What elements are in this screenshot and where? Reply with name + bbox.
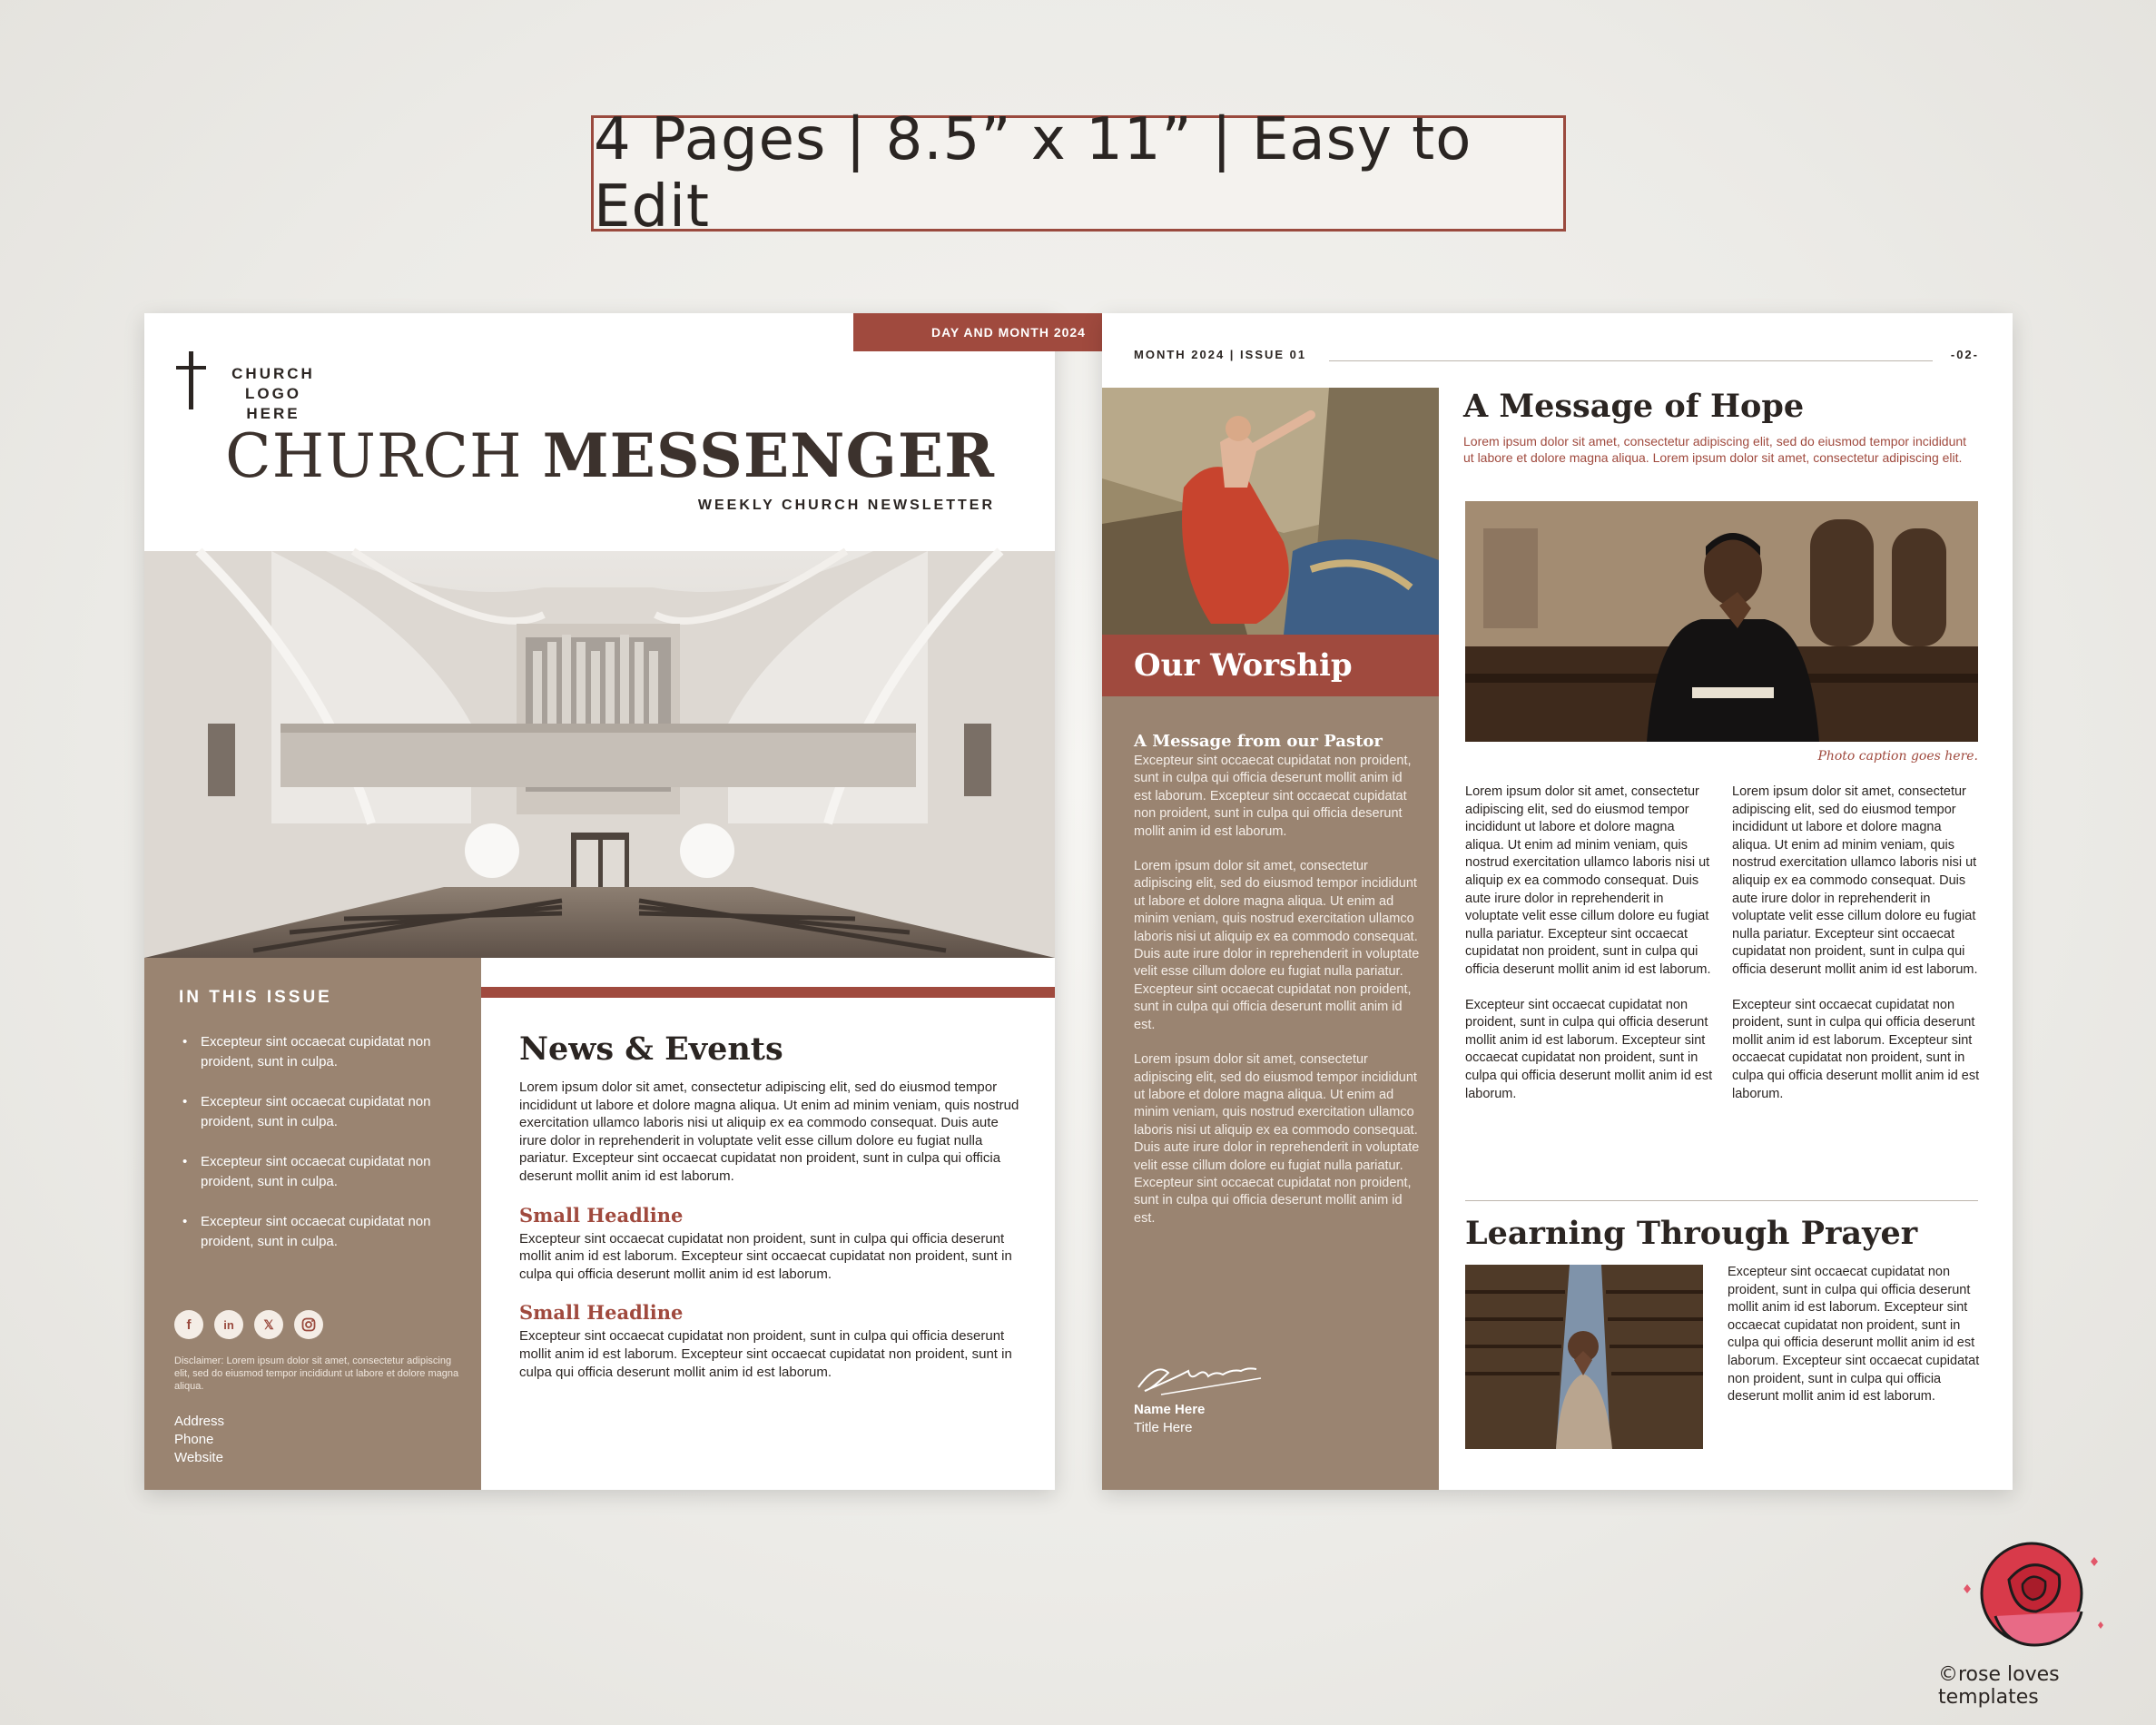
masthead-tagline: WEEKLY CHURCH NEWSLETTER	[697, 498, 995, 513]
signature-image	[1134, 1353, 1270, 1398]
newsletter-page-cover	[144, 313, 1086, 1490]
column-paragraph: Lorem ipsum dolor sit amet, consectetur adipiscing elit, sed do eiusmod tempor incididunt ut labore et dolore magna aliqua. Ut enim ad minim veniam, quis nostrud exercitation ullamco laboris nisi ut aliquip ex ea commodo consequat. Duis aute irure dolor in reprehenderit in voluptate velit esse cillum dolore eu fugiat nulla pariatur. Excepteur sint occaecat cupidatat non proident, sunt in culpa qui officia deserunt mollit anim id est laborum.	[1465, 784, 1711, 977]
page-number: -02-	[1950, 348, 1979, 361]
worship-sidebar	[1102, 388, 1439, 1490]
in-this-issue-title: IN THIS ISSUE	[179, 988, 332, 1007]
pastor-paragraph: Lorem ipsum dolor sit amet, consectetur adipiscing elit, sed do eiusmod tempor incididunt ut labore et dolore magna aliqua. Ut enim ad minim veniam, quis nostrud exercitation ullamco laboris nisi ut aliquip ex ea commodo consequat. Duis aute irure dolor in reprehenderit in voluptate velit esse cillum dolore eu fugiat nulla pariatur. Excepteur sint occaecat cupidatat non proident, sunt in culpa qui officia deserunt mollit anim id est.	[1134, 859, 1420, 1032]
column-paragraph: Lorem ipsum dolor sit amet, consectetur adipiscing elit, sed do eiusmod tempor incididunt ut labore et dolore magna aliqua. Ut enim ad minim veniam, quis nostrud exercitation ullamco laboris nisi ut aliquip ex ea commodo consequat. Duis aute irure dolor in reprehenderit in voluptate velit esse cillum dolore eu fugiat nulla pariatur. Excepteur sint occaecat cupidatat non proident, sunt in culpa qui officia deserunt mollit anim id est laborum.	[1732, 784, 1978, 977]
feature-banner: 4 Pages | 8.5” x 11” | Easy to Edit	[591, 115, 1566, 232]
masthead-light: CHURCH	[225, 421, 523, 491]
pastor-message	[1134, 753, 1420, 1245]
issue-list	[179, 1032, 460, 1272]
facebook-icon[interactable]: f	[174, 1310, 203, 1339]
section-divider	[1465, 1200, 1978, 1201]
small-headline: Small Headline	[519, 1203, 684, 1227]
signature-name: Name Here	[1134, 1402, 1206, 1417]
issue-line: MONTH 2024 | ISSUE 01	[1134, 348, 1307, 361]
pastor-heading: A Message from our Pastor	[1134, 732, 1383, 751]
news-body: Lorem ipsum dolor sit amet, consectetur adipiscing elit, sed do eiusmod tempor incididunt ut labore et dolore magna aliqua. Ut enim ad minim veniam, quis nostrud exercitation ullamco laboris nisi ut aliquip ex ea commodo consequat. Duis aute irure dolor in reprehenderit in voluptate velit esse cillum dolore eu fugiat nulla pariatur. Excepteur sint occaecat cupidatat non proident, sunt in culpa qui officia deserunt mollit anim id est laborum.	[519, 1079, 1019, 1184]
hope-title: A Message of Hope	[1463, 388, 1805, 425]
rose-logo-icon	[1945, 1525, 2109, 1661]
hope-columns	[1465, 784, 1983, 1120]
signature-title: Title Here	[1134, 1420, 1193, 1435]
prayer-title: Learning Through Prayer	[1465, 1215, 1918, 1252]
column-paragraph: Excepteur sint occaecat cupidatat non proident, sunt in culpa qui officia deserunt mollit anim id est laborum. Excepteur sint occaecat cupidatat non proident, sunt in culpa qui officia deserunt mollit anim id est laborum.	[1732, 997, 1980, 1101]
in-this-issue-sidebar	[144, 958, 481, 1490]
resurrection-tapestry-image	[1102, 388, 1439, 635]
issue-list-item: • Excepteur sint occaecat cupidatat non proident, sunt in culpa.	[179, 1032, 460, 1072]
small-headline-body: Excepteur sint occaecat cupidatat non proident, sunt in culpa qui officia deserunt mollit anim id est laborum. Excepteur sint occaecat cupidatat non proident, sunt in culpa qui officia deserunt mollit anim id est laborum.	[519, 1328, 1012, 1380]
pastor-paragraph: Lorem ipsum dolor sit amet, consectetur adipiscing elit, sed do eiusmod tempor incididunt ut labore et dolore magna aliqua. Ut enim ad minim veniam, quis nostrud exercitation ullamco laboris nisi ut aliquip ex ea commodo consequat. Duis aute irure dolor in reprehenderit in voluptate velit esse cillum dolore eu fugiat nulla pariatur. Excepteur sint occaecat cupidatat non proident, sunt in culpa qui officia deserunt mollit anim id est.	[1134, 1052, 1420, 1226]
contact-address: Address	[174, 1414, 225, 1429]
news-title: News & Events	[519, 1030, 783, 1068]
hope-intro: Lorem ipsum dolor sit amet, consectetur adipiscing elit, sed do eiusmod tempor incididunt ut labore et dolore magna aliqua. Lorem ipsum dolor sit amet, consectetur adipiscing elit.	[1463, 434, 1967, 465]
issue-list-item: • Excepteur sint occaecat cupidatat non proident, sunt in culpa.	[179, 1152, 460, 1192]
header-rule	[1329, 360, 1933, 361]
brand-text: ©rose loves templates	[1938, 1663, 2060, 1709]
issue-list-item: • Excepteur sint occaecat cupidatat non proident, sunt in culpa.	[179, 1092, 460, 1132]
issue-list-item: • Excepteur sint occaecat cupidatat non proident, sunt in culpa.	[179, 1212, 460, 1252]
x-icon[interactable]: 𝕏	[254, 1310, 283, 1339]
small-headline-body: Excepteur sint occaecat cupidatat non proident, sunt in culpa qui officia deserunt mollit anim id est laborum. Excepteur sint occaecat cupidatat non proident, sunt in culpa qui officia deserunt mollit anim id est laborum.	[519, 1230, 1012, 1282]
prayer-body: Excepteur sint occaecat cupidatat non proident, sunt in culpa qui officia deserunt mollit anim id est laborum. Excepteur sint occaecat cupidatat non proident, sunt in culpa qui officia deserunt mollit anim id est laborum. Excepteur sint occaecat cupidatat non proident, sunt in culpa qui officia deserunt mollit anim id est laborum.	[1728, 1265, 1980, 1405]
praying-man-photo	[1465, 501, 1978, 742]
masthead-title	[225, 420, 995, 491]
contact-phone: Phone	[174, 1432, 214, 1447]
newsletter-page-inner	[1102, 313, 2013, 1490]
masthead-bold: MESSENGER	[542, 420, 995, 491]
column-paragraph: Excepteur sint occaecat cupidatat non proident, sunt in culpa qui officia deserunt mollit anim id est laborum. Excepteur sint occaecat cupidatat non proident, sunt in culpa qui officia deserunt mollit anim id est laborum.	[1465, 997, 1713, 1101]
praying-in-pews-photo	[1465, 1265, 1703, 1449]
disclaimer-text: Disclaimer: Lorem ipsum dolor sit amet, consectetur adipiscing elit, sed do eiusmod tempor incididunt ut labore et dolore magna aliqua.	[174, 1355, 459, 1392]
date-tab: DAY AND MONTH 2024	[853, 313, 1164, 351]
hope-column-right	[1732, 784, 1983, 1120]
small-headline: Small Headline	[519, 1301, 684, 1325]
news-section	[519, 1030, 1028, 1381]
worship-title: Our Worship	[1102, 635, 1439, 696]
contact-block	[174, 1413, 224, 1467]
church-logo-placeholder: CHURCH LOGO HERE	[231, 365, 315, 422]
social-links	[174, 1310, 323, 1339]
accent-strip	[481, 987, 1055, 998]
linkedin-icon[interactable]: in	[214, 1310, 243, 1339]
church-interior-photo	[144, 551, 1055, 958]
cross-icon	[174, 351, 207, 409]
instagram-icon[interactable]	[294, 1310, 323, 1339]
pastor-paragraph: Excepteur sint occaecat cupidatat non proident, sunt in culpa qui officia deserunt mollit anim id est laborum. Excepteur sint occaecat cupidatat non proident, sunt in culpa qui officia deserunt mollit anim id est laborum.	[1134, 754, 1412, 839]
photo-caption: Photo caption goes here.	[1817, 749, 1978, 764]
contact-website: Website	[174, 1450, 223, 1465]
hope-column-left	[1465, 784, 1716, 1120]
